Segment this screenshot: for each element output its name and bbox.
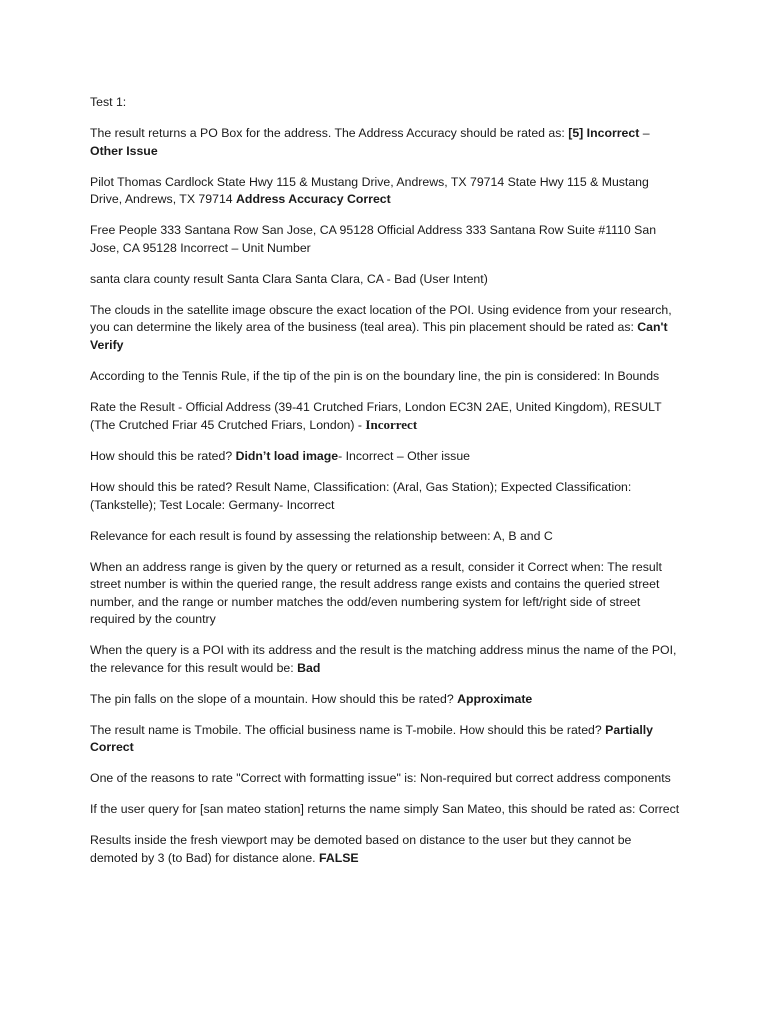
bold-answer-text: Incorrect xyxy=(365,417,418,432)
bold-answer-text: Can't Verify xyxy=(90,320,668,352)
paragraph-text: How should this be rated? xyxy=(90,449,236,463)
document-page xyxy=(90,94,682,881)
paragraph-text: Results inside the fresh viewport may be demoted based on distance to the user but they cannot be demoted by 3 (to Bad) for distance alone. xyxy=(90,833,632,865)
bold-answer-text: Other Issue xyxy=(90,143,158,158)
paragraph xyxy=(90,528,682,546)
paragraph-text: If the user query for [san mateo station] returns the name simply San Mateo, this should be rated as: Correct xyxy=(90,802,680,816)
paragraph xyxy=(90,448,682,466)
paragraph-text: Pilot Thomas Cardlock State Hwy 115 & Mustang Drive, Andrews, TX 79714 State Hwy 115 & Mustang Drive, Andrews, TX 79714 xyxy=(90,174,649,206)
bold-answer-text: Bad xyxy=(297,660,321,675)
paragraph-text: Relevance for each result is found by assessing the relationship between: A, B and C xyxy=(90,528,553,543)
paragraph xyxy=(90,125,682,160)
paragraph xyxy=(90,691,682,709)
paragraph-text: – xyxy=(639,126,650,140)
paragraph xyxy=(90,801,682,819)
paragraph-text: How should this be rated? Result Name, Classification: (Aral, Gas Station); Expected Classification: (Tankstelle); Test Locale: Germany- Incorrect xyxy=(90,480,632,512)
bold-answer-text: Partially Correct xyxy=(90,722,653,754)
paragraph xyxy=(90,479,682,514)
paragraph xyxy=(90,302,682,355)
paragraph-text: According to the Tennis Rule, if the tip of the pin is on the boundary line, the pin is considered: In Bounds xyxy=(90,368,660,383)
paragraph-text: When the query is a POI with its address and the result is the matching address minus the name of the POI, the relevance for this result would be: xyxy=(90,643,677,675)
paragraph xyxy=(90,722,682,757)
document-title: Test 1: xyxy=(90,95,127,109)
paragraph xyxy=(90,368,682,386)
paragraph-text: The pin falls on the slope of a mountain. How should this be rated? xyxy=(90,691,458,706)
paragraph xyxy=(90,222,682,257)
paragraph-text: The result name is Tmobile. The official business name is T-mobile. How should this be rated? xyxy=(90,722,606,737)
paragraph xyxy=(90,399,682,435)
paragraph-text: - Incorrect – Other issue xyxy=(338,449,470,463)
paragraph-text: One of the reasons to rate "Correct with formatting issue" is: Non-required but correct address components xyxy=(90,771,671,785)
paragraph xyxy=(90,642,682,677)
paragraph-text: santa clara county result Santa Clara Santa Clara, CA - Bad (User Intent) xyxy=(90,271,488,286)
bold-answer-text: Didn’t load image xyxy=(235,449,339,463)
bold-answer-text: FALSE xyxy=(319,850,359,865)
paragraph xyxy=(90,770,682,788)
paragraph-list xyxy=(90,125,682,867)
paragraph-text: The clouds in the satellite image obscure the exact location of the POI. Using evidence from your research, you can determine the likely area of the business (teal area). This pin placement should be rated as: xyxy=(90,302,672,334)
paragraph-text: Free People 333 Santana Row San Jose, CA 95128 Official Address 333 Santana Row Suite #1110 San Jose, CA 95128 Incorrect – Unit Number xyxy=(90,223,657,255)
paragraph xyxy=(90,559,682,629)
paragraph-text: When an address range is given by the query or returned as a result, consider it Correct when: The result street number is within the queried range, the result address range exists and contains the queried street number, and the range or number matches the odd/even numbering system for left/right side of street required by the country xyxy=(90,559,662,626)
paragraph-text: Rate the Result - Official Address (39-41 Crutched Friars, London EC3N 2AE, United Kingdom), RESULT (The Crutched Friar 45 Crutched Friars, London) - xyxy=(90,399,662,432)
paragraph-text: The result returns a PO Box for the address. The Address Accuracy should be rated as: xyxy=(90,126,569,140)
bold-answer-text: [5] Incorrect xyxy=(568,126,640,140)
bold-answer-text: Address Accuracy Correct xyxy=(236,192,391,206)
paragraph xyxy=(90,271,682,289)
bold-answer-text: Approximate xyxy=(457,691,533,706)
paragraph xyxy=(90,832,682,867)
paragraph xyxy=(90,174,682,209)
